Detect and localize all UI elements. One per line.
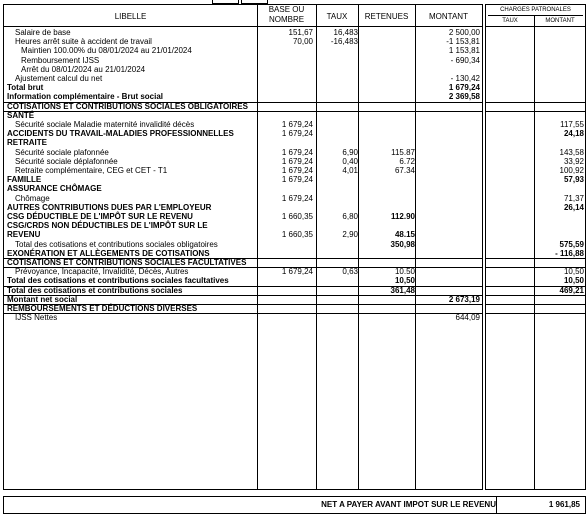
row-base: 1 660,35	[281, 230, 313, 240]
row-label: Chômage	[15, 193, 50, 203]
row-label: RETRAITE	[7, 138, 47, 148]
row-montant: 2 673,19	[448, 294, 480, 304]
row-label: ACCIDENTS DU TRAVAIL-MALADIES PROFESSIONNELLES	[7, 129, 234, 139]
row-label: Sécurité sociale plafonnée	[15, 147, 109, 157]
row-ch-montant: 100,92	[559, 166, 584, 175]
row-taux: 0,40	[342, 156, 358, 166]
row-ch-montant: 143,58	[559, 147, 584, 157]
net-a-payer-box	[3, 496, 586, 514]
row-label: Information complémentaire - Brut social	[7, 92, 164, 102]
row-ch-montant: 24,18	[563, 129, 584, 139]
row-label: Arrêt du 08/01/2024 au 21/01/2024	[21, 64, 146, 74]
header-montant: MONTANT	[429, 12, 468, 21]
row-ch-montant: 33,92	[563, 156, 584, 166]
net-value: 1 961,85	[548, 500, 580, 509]
row-retenues: 10.50	[394, 267, 415, 277]
row-retenues: 115.87	[391, 147, 415, 157]
row-base: 70,00	[292, 37, 313, 47]
row-base: 1 679,24	[281, 147, 313, 157]
row-retenues: 67.34	[394, 166, 415, 175]
row-label: IJSS Nettes	[15, 313, 58, 323]
row-label: EXONÉRATION ET ALLÈGEMENTS DE COTISATIONS	[7, 248, 210, 258]
row-base: 1 679,24	[281, 120, 313, 129]
row-montant: - 130,42	[450, 74, 480, 83]
row-base: 1 679,24	[281, 175, 313, 185]
net-label: NET A PAYER AVANT IMPOT SUR LE REVENU	[321, 500, 496, 509]
header-ch-montant: MONTANT	[545, 18, 575, 24]
header-taux: TAUX	[326, 12, 348, 21]
row-label: Total brut	[7, 83, 44, 93]
row-taux: -16,483	[330, 37, 358, 47]
charges-row	[486, 203, 585, 213]
row-label: Sécurité sociale déplafonnée	[15, 156, 118, 166]
row-base: 1 679,24	[281, 129, 313, 139]
row-ch-montant: 71,37	[563, 193, 584, 203]
row-taux: 4,01	[342, 166, 358, 175]
row-label: CSG DÉDUCTIBLE DE L'IMPÔT SUR LE REVENU	[7, 212, 193, 221]
row-base: 1 679,24	[281, 156, 313, 166]
row-retenues: 361,48	[390, 285, 415, 295]
row-label: CSG/CRDS NON DÉDUCTIBLES DE L'IMPÔT SUR LE	[7, 221, 208, 231]
row-label: REVENU	[7, 230, 41, 240]
row-ch-montant: 575,59	[559, 239, 584, 249]
row-separator	[486, 258, 585, 259]
table-row	[4, 313, 482, 323]
payslip-main-table	[3, 4, 483, 490]
row-ch-montant: - 116,88	[555, 248, 584, 258]
header-ch-taux: TAUX	[502, 18, 518, 24]
row-retenues: 112.90	[390, 212, 415, 221]
row-retenues: 10,50	[394, 276, 415, 286]
row-label: COTISATIONS ET CONTRIBUTIONS SOCIALES OBLIGATOIRES	[7, 101, 248, 111]
row-taux: 0,63	[342, 267, 358, 277]
row-label: FAMILLE	[7, 175, 42, 185]
row-label: Montant net social	[7, 294, 78, 304]
row-label: AUTRES CONTRIBUTIONS DUES PAR L'EMPLOYEUR	[7, 202, 212, 212]
row-label: Total des cotisations et contributions sociales obligatoires	[15, 239, 218, 249]
row-label: Retraite complémentaire, CEG et CET - T1	[15, 166, 168, 175]
row-montant: -1 153,81	[446, 37, 480, 47]
row-separator	[486, 304, 585, 305]
row-montant: 2 369,58	[448, 92, 480, 102]
row-montant: 644,09	[455, 313, 480, 323]
row-label: Total des cotisations et contributions sociales facultatives	[7, 276, 229, 286]
row-base: 1 679,24	[281, 193, 313, 203]
row-label: COTISATIONS ET CONTRIBUTIONS SOCIALES FACULTATIVES	[7, 258, 247, 267]
net-separator	[496, 497, 497, 513]
row-ch-montant: 10,50	[563, 267, 584, 277]
row-label: Heures arrêt suite à accident de travail	[15, 37, 152, 47]
header-base-line1: BASE OU	[268, 5, 305, 14]
row-base: 1 679,24	[281, 267, 313, 277]
row-base: 151,67	[288, 28, 313, 37]
row-montant: 1 679,24	[448, 83, 480, 93]
row-separator	[486, 111, 585, 112]
row-label: Maintien 100.00% du 08/01/2024 au 21/01/2024	[21, 46, 192, 56]
charges-row	[486, 175, 585, 185]
row-retenues: 6.72	[399, 156, 415, 166]
row-label: Prévoyance, Incapacité, Invalidité, Décès, Autres	[15, 267, 189, 277]
row-montant: 2 500,00	[448, 28, 480, 37]
header-line	[4, 26, 482, 27]
header-base-line2: NOMBRE	[268, 15, 305, 24]
row-label: Remboursement IJSS	[21, 55, 100, 65]
row-separator	[486, 102, 585, 103]
row-taux: 16,483	[333, 28, 358, 37]
row-label: Sécurité sociale Maladie maternité invalidité décès	[15, 120, 195, 129]
row-label: Salaire de base	[15, 28, 71, 37]
header-charges: CHARGES PATRONALES	[500, 7, 571, 13]
row-ch-montant: 117,55	[560, 120, 584, 129]
row-ch-montant: 57,93	[563, 175, 584, 185]
row-retenues: 48.15	[394, 230, 415, 240]
row-label: REMBOURSEMENTS ET DÉDUCTIONS DIVERSES	[7, 304, 198, 313]
header-retenues: RETENUES	[364, 12, 409, 21]
row-label: ASSURANCE CHÔMAGE	[7, 184, 102, 194]
row-retenues: 350,98	[390, 239, 415, 249]
charges-line	[486, 26, 585, 27]
row-label: Ajustement calcul du net	[15, 74, 103, 83]
charges-row	[486, 129, 585, 139]
row-ch-montant: 26,14	[563, 202, 584, 212]
row-ch-montant: 10,50	[563, 276, 584, 286]
row-taux: 6,80	[342, 212, 358, 221]
row-base: 1 660,35	[281, 212, 313, 221]
row-ch-montant: 469,21	[559, 285, 584, 295]
row-taux: 6,90	[342, 147, 358, 157]
row-separator	[486, 295, 585, 296]
row-label: Total des cotisations et contributions sociales	[7, 285, 183, 295]
row-montant: 1 153,81	[448, 46, 480, 56]
row-montant: - 690,34	[450, 55, 480, 65]
charges-header-line	[488, 15, 583, 16]
charges-patronales-table	[485, 4, 586, 490]
row-base: 1 679,24	[281, 166, 313, 175]
row-taux: 2,90	[342, 230, 358, 240]
row-label: SANTÉ	[7, 110, 35, 120]
header-base	[257, 5, 316, 25]
header-libelle: LIBELLE	[114, 12, 147, 21]
row-separator	[486, 313, 585, 314]
